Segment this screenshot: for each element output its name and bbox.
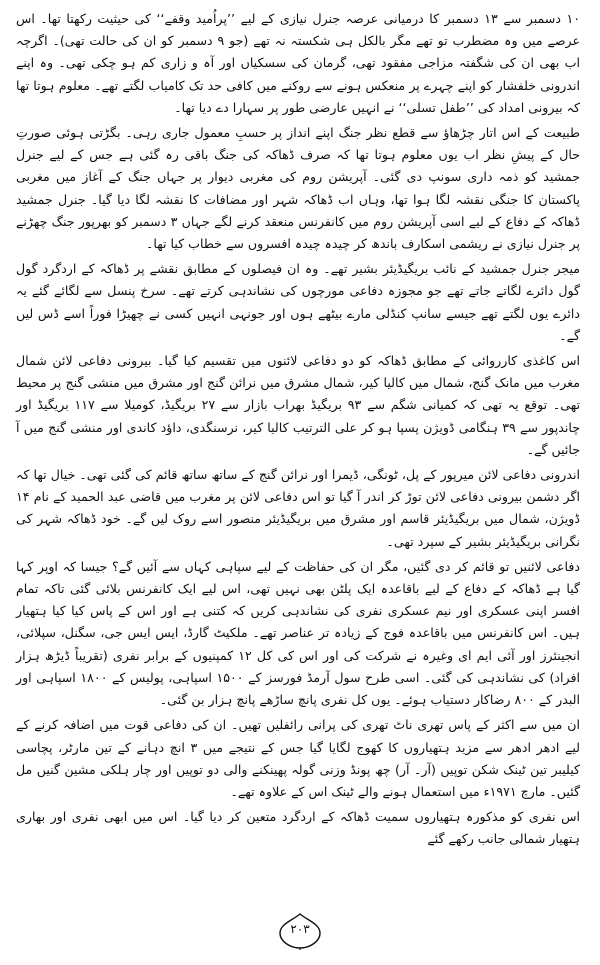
paragraph-2: طبیعت کے اس اتار چڑھاؤ سے قطع نظر جنگ اپنے انداز پر حسبِ معمول جاری رہی۔ بگڑتی ہوئی صورتِ حال کے پیشِ نظر اب یوں معلوم ہوتا تھا کہ صرف ڈھاکہ کی جنگ باقی رہ گئی ہے جس کے لیے جنرل جمشید کو ذمہ داری سونپ دی گئی۔ آپریشن روم کی مغربی دیوار پر جہاں جنگ کے آغاز میں مغربی پاکستان کا جنگی نقشہ لگا ہوا تھا، وہاں اب ڈھاکہ شہر اور مضافات کا نقشہ لگا دیا گیا۔ جنرل جمشید ڈھاکہ کے دفاع کے لیے اسی آپریشن روم میں کانفرنس منعقد کرنے لگے جہاں ۳ دسمبر کو بھرپور جنگ چھڑنے پر جنرل نیازی نے ریشمی اسکارف باندھ کر چیدہ چیدہ افسروں سے خطاب کیا تھا۔: [16, 125, 580, 252]
paragraph-3: میجر جنرل جمشید کے نائب بریگیڈیئر بشیر تھے۔ وہ ان فیصلوں کے مطابق نقشے پر ڈھاکہ کے اردگرد گول گول دائرے لگاتے جاتے تھے جو مجوزہ دفاعی مورچوں کی نشاندہی کرتے تھے۔ سرخ پنسل سے لگائے گئے یہ دائرے یوں لگتے تھے جیسے سانپ کنڈلی مارے بیٹھے ہوں اور جونہی انہیں کسی نے چھیڑا فوراً اسے ڈس لیں گے۔: [16, 261, 580, 343]
page-number: ۲۰۳: [290, 922, 310, 936]
page-number-ornament: [276, 911, 324, 951]
paragraph-7: ان میں سے اکثر کے پاس تھری ناٹ تھری کی پرانی رائفلیں تھیں۔ ان کی دفاعی قوت میں اضافہ کرنے کے لیے ادھر ادھر سے مزید ہتھیاروں کا کھوج لگایا گیا جس کے نتیجے میں ۳ انچ دہانے کے تین مارٹر، پچاسی کیلیبر تین ٹینک شکن توپیں (آر۔ آر) چھ پونڈ وزنی گولہ پھینکنے والی دو توپیں اور چار ہلکی مشین گنیں مل گئیں۔ مارچ ۱۹۷۱ء میں استعمال ہونے والے ٹینک اس کے علاوہ تھے۔: [16, 717, 580, 799]
paragraph-8: اس نفری کو مذکورہ ہتھیاروں سمیت ڈھاکہ کے اردگرد متعین کر دیا گیا۔ اس میں ابھی نفری اور بھاری ہتھیار شمالی جانب رکھے گئے: [16, 809, 580, 847]
page-footer: [0, 911, 600, 951]
paragraph-6: دفاعی لائنیں تو قائم کر دی گئیں، مگر ان کی حفاظت کے لیے سپاہی کہاں سے آئیں گے؟ جیسا کہ اوپر کہا گیا ہے ڈھاکہ کے دفاع کے لیے باقاعدہ ایک پلٹن بھی نہیں تھی، اس لیے ایک کانفرنس بلائی گئی تاکہ تمام افسر اپنی عسکری اور نیم عسکری نفری کی نشاندہی کریں کہ کتنی ہے اور اس کے پاس کیا کیا ہتھیار ہیں۔ اس کانفرنس میں باقاعدہ فوج کے زیادہ تر عناصر تھے۔ ملکیٹ گارڈ، ایس ایس جی، سگنل، سپلائی، انجینئرز اور آئی ایم ای وغیرہ نے شرکت کی اور اس کی کل ۱۲ کمپنیوں کے برابر نفری (تقریباً ڈیڑھ ہزار افراد) کی نشاندہی کی گئی۔ اسی طرح سول آرمڈ فورسز کے ۱۵۰۰ اسپاہی، پولیس کے ۱۸۰۰ اسپاہی اور البدر کے ۸۰۰ رضاکار دستیاب ہوئے۔ یوں کل نفری پانچ ساڑھے پانچ ہزار بن گئی۔: [16, 558, 581, 708]
paragraph-5: اندرونی دفاعی لائن میرپور کے پل، ٹونگی، ڈیمرا اور نرائن گنج کے ساتھ ساتھ قائم کی گئی تھی۔ خیال تھا کہ اگر دشمن بیرونی دفاعی لائن توڑ کر اندر آ گیا تو اس دفاعی لائن پر مغرب میں قاضی عبد الحمید کے نام ۱۴ ڈویژن، شمال میں بریگیڈیئر قاسم اور مشرق میں بریگیڈیئر منصور اسے روک لیں گے۔ خود ڈھاکہ شہر کی نگرانی بریگیڈیئر بشیر کے سپرد تھی۔: [16, 467, 580, 549]
page-body: [16, 8, 580, 851]
paragraph-4: اس کاغذی کارروائی کے مطابق ڈھاکہ کو دو دفاعی لائنوں میں تقسیم کیا گیا۔ بیرونی دفاعی لائن شمال مغرب میں مانک گنج، شمال میں کالیا کیر، شمال مشرق میں نرائن گنج اور مشرق میں منشی گنج پر محیط تھی۔ توقع یہ تھی کہ کمیانی شگم سے ۹۳ بریگیڈ بھراب بازار سے ۲۷ بریگیڈ، کومیلا سے ۱۱۷ بریگیڈ اور چاندپور سے ۳۹ ہنگامی ڈویژن پسپا ہو کر علی الترتیب کالیا کیر، نرسنگدی، داؤد کاندی اور منشی گنج میں آ جائیں گے۔: [16, 353, 581, 457]
paragraph-1: ۱۰ دسمبر سے ۱۳ دسمبر کا درمیانی عرصہ جنرل نیازی کے لیے ’’پراُمید وقفے‘‘ کی حیثیت رکھتا تھا۔ اس عرصے میں وہ مضطرب تو تھے مگر بالکل ہی شکستہ نہ تھے (جو ۹ دسمبر کو ان کی حالت تھی)۔ اگرچہ اب بھی ان کی شگفتہ مزاجی مفقود تھی، گرمان کی سسکیاں اور آہ و زاری کم ہو چکی تھی۔ وہ اپنے اندرونی خلفشار کو اپنے چہرے پر منعکس ہونے سے روکنے میں کافی حد تک کامیاب لگتے تھے۔ معلوم ہوتا تھا کہ بیرونی امداد کی ’’طفل تسلی‘‘ نے انہیں عارضی طور پر سہارا دے دیا تھا۔: [16, 11, 580, 115]
